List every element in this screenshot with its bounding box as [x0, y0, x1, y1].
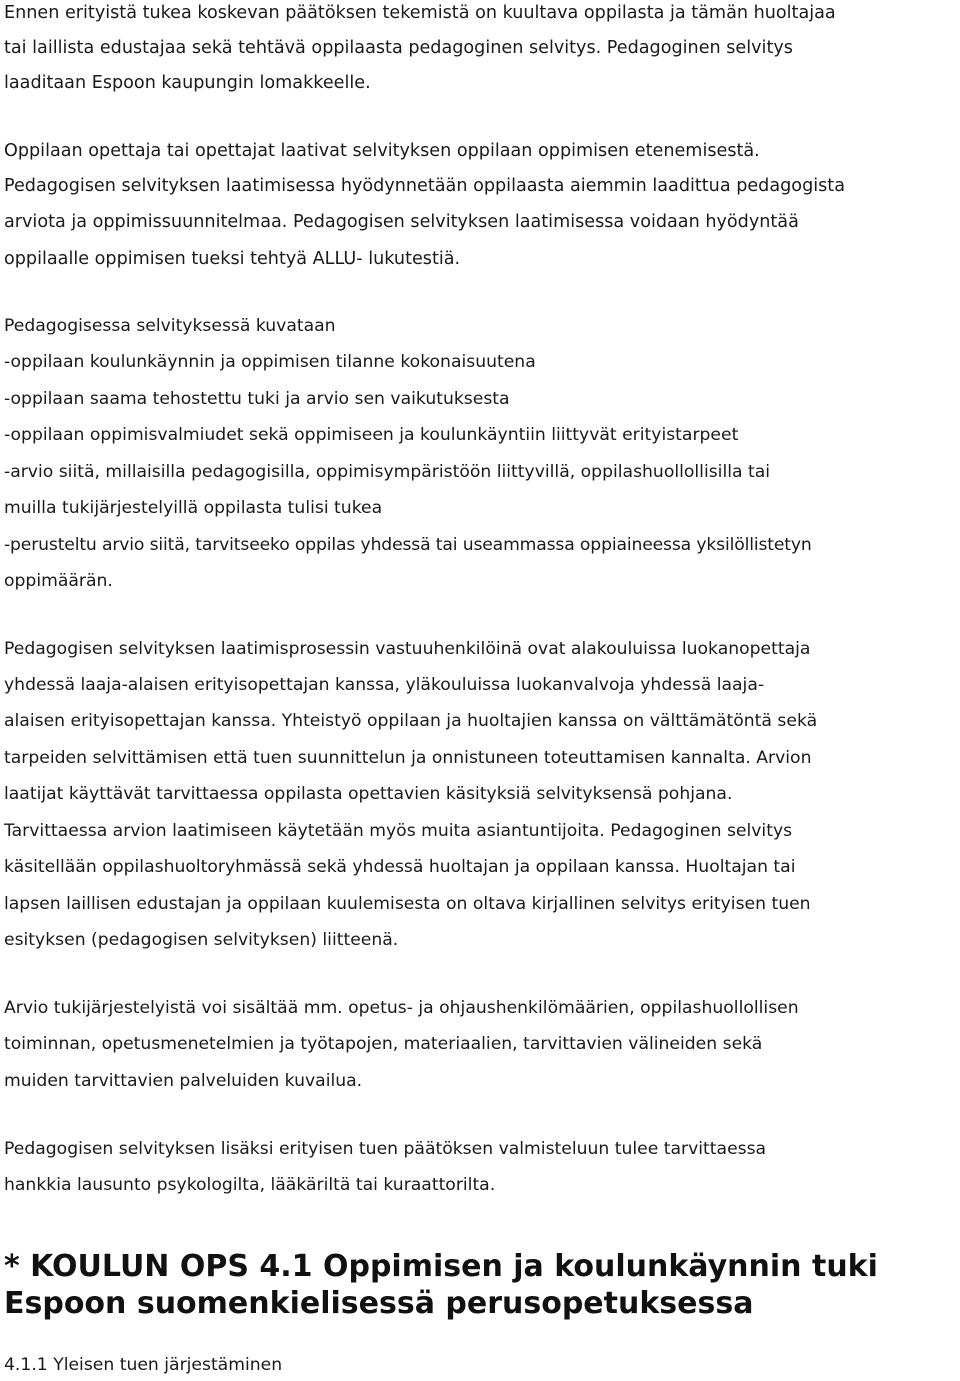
text-line: tai laillista edustajaa sekä tehtävä oppilaasta pedagoginen selvitys. Pedagoginen selvitys	[4, 38, 793, 58]
text-line: Pedagogisen selvityksen lisäksi erityisen tuen päätöksen valmisteluun tulee tarvittaessa	[4, 1139, 767, 1159]
text-line: muilla tukijärjestelyillä oppilasta tulisi tukea	[4, 498, 383, 518]
heading-line: Espoon suomenkielisessä perusopetuksessa	[4, 1286, 754, 1321]
text-line: arviota ja oppimissuunnitelmaa. Pedagogisen selvityksen laatimisessa voidaan hyödyntää	[4, 212, 799, 232]
text-line: alaisen erityisopettajan kanssa. Yhteistyö oppilaan ja huoltajien kanssa on välttämätöntä sekä	[4, 711, 818, 731]
text-line: -oppilaan koulunkäynnin ja oppimisen tilanne kokonaisuutena	[4, 352, 536, 372]
text-line: oppilaalle oppimisen tueksi tehtyä ALLU- lukutestiä.	[4, 249, 461, 269]
text-line: -oppilaan saama tehostettu tuki ja arvio sen vaikutuksesta	[4, 389, 510, 409]
text-line: lapsen laillisen edustajan ja oppilaan kuulemisesta on oltava kirjallinen selvitys erityisen tuen	[4, 894, 811, 914]
text-line: Ennen erityistä tukea koskevan päätöksen tekemistä on kuultava oppilasta ja tämän huoltajaa	[4, 3, 836, 23]
text-line: yhdessä laaja-alaisen erityisopettajan kanssa, yläkouluissa luokanvalvoja yhdessä laaja-	[4, 675, 765, 695]
text-line: esityksen (pedagogisen selvityksen) liitteenä.	[4, 930, 399, 950]
text-line: -oppilaan oppimisvalmiudet sekä oppimiseen ja koulunkäyntiin liittyvät erityistarpeet	[4, 425, 739, 445]
text-line: muiden tarvittavien palveluiden kuvailua.	[4, 1071, 363, 1091]
text-line: toiminnan, opetusmenetelmien ja työtapojen, materiaalien, tarvittavien välineiden sekä	[4, 1034, 763, 1054]
text-line: hankkia lausunto psykologilta, lääkäriltä tai kuraattorilta.	[4, 1175, 496, 1195]
text-line: Tarvittaessa arvion laatimiseen käytetään myös muita asiantuntijoita. Pedagoginen selvitys	[4, 821, 793, 841]
text-line: Arvio tukijärjestelyistä voi sisältää mm. opetus- ja ohjaushenkilömäärien, oppilashuollollisen	[4, 998, 799, 1018]
text-line: Oppilaan opettaja tai opettajat laativat selvityksen oppilaan oppimisen etenemisestä.	[4, 141, 760, 161]
text-line: käsitellään oppilashuoltoryhmässä sekä yhdessä huoltajan ja oppilaan kanssa. Huoltajan tai	[4, 857, 796, 877]
text-line: Pedagogisen selvityksen laatimisessa hyödynnetään oppilaasta aiemmin laadittua pedagogista	[4, 176, 845, 196]
text-line: laaditaan Espoon kaupungin lomakkeelle.	[4, 73, 371, 93]
text-line: -arvio siitä, millaisilla pedagogisilla, oppimisympäristöön liittyvillä, oppilashuollollisilla tai	[4, 462, 771, 482]
text-line: oppimäärän.	[4, 571, 113, 591]
subsection-heading: 4.1.1 Yleisen tuen järjestäminen	[4, 1355, 283, 1375]
text-line: tarpeiden selvittämisen että tuen suunnittelun ja onnistuneen toteuttamisen kannalta. Arvion	[4, 748, 812, 768]
text-line: Pedagogisessa selvityksessä kuvataan	[4, 316, 336, 336]
text-line: -perusteltu arvio siitä, tarvitseeko oppilas yhdessä tai useammassa oppiaineessa yksilöllistetyn	[4, 535, 812, 555]
heading-line: * KOULUN OPS 4.1 Oppimisen ja koulunkäynnin tuki	[4, 1249, 878, 1284]
text-line: Pedagogisen selvityksen laatimisprosessin vastuuhenkilöinä ovat alakouluissa luokanopettaja	[4, 639, 811, 659]
text-line: laatijat käyttävät tarvittaessa oppilasta opettavien käsityksiä selvityksensä pohjana.	[4, 784, 733, 804]
